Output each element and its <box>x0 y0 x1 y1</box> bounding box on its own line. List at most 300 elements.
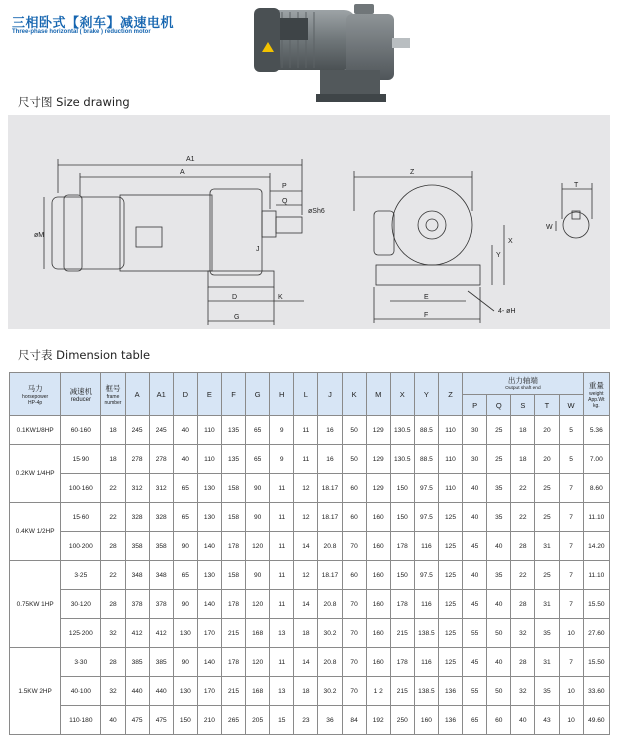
page-title: 三相卧式【刹车】减速电机 <box>12 15 175 30</box>
table-cell: 7 <box>559 561 583 590</box>
table-cell: 205 <box>246 706 270 735</box>
table-cell: 97.5 <box>414 503 438 532</box>
table-cell: 31 <box>535 648 559 677</box>
table-cell: 65 <box>173 474 197 503</box>
table-cell: 135 <box>221 416 245 445</box>
table-cell: 20.8 <box>318 590 342 619</box>
table-cell: 158 <box>221 474 245 503</box>
table-cell: 170 <box>197 677 221 706</box>
table-cell: 440 <box>149 677 173 706</box>
table-cell: 358 <box>149 532 173 561</box>
table-row <box>10 706 610 735</box>
table-cell: 31 <box>535 532 559 561</box>
table-cell: 32 <box>101 619 125 648</box>
table-cell: 20 <box>535 445 559 474</box>
table-cell: 8.60 <box>583 474 609 503</box>
table-cell: 22 <box>101 474 125 503</box>
table-cell: 40 <box>487 590 511 619</box>
table-cell: 45 <box>463 532 487 561</box>
table-cell: 245 <box>125 416 149 445</box>
dimension-table <box>9 372 610 735</box>
table-cell: 110 <box>438 416 462 445</box>
label-j: J <box>256 246 260 253</box>
page-subtitle: Three-phase horizontal ( brake ) reduction motor <box>12 29 151 35</box>
table-cell: 22 <box>511 474 535 503</box>
table-cell: 55 <box>463 677 487 706</box>
table-cell: 32 <box>511 619 535 648</box>
table-cell: 18 <box>511 416 535 445</box>
table-cell: 11.10 <box>583 561 609 590</box>
label-a: A <box>180 169 185 176</box>
table-cell: 90 <box>246 561 270 590</box>
table-cell: 70 <box>342 648 366 677</box>
table-cell: 18 <box>294 677 318 706</box>
table-cell: 20.8 <box>318 648 342 677</box>
hp-cell: 0.4KW 1/2HP <box>10 503 61 561</box>
table-cell: 7 <box>559 648 583 677</box>
table-cell: 129 <box>366 474 390 503</box>
table-cell: 49.60 <box>583 706 609 735</box>
table-cell: 160 <box>414 706 438 735</box>
table-cell: 11 <box>270 532 294 561</box>
table-cell: 32 <box>511 677 535 706</box>
table-row <box>10 648 610 677</box>
table-cell: 158 <box>221 503 245 532</box>
header-weight: 重量 weight App.Wt kg. <box>583 373 609 416</box>
table-cell: 15 <box>270 706 294 735</box>
hp-cell: 0.75KW 1HP <box>10 561 61 648</box>
table-cell: 440 <box>125 677 149 706</box>
table-cell: 28 <box>511 532 535 561</box>
label-z: Z <box>410 169 415 176</box>
table-cell: 60 <box>342 561 366 590</box>
table-cell: 215 <box>221 619 245 648</box>
table-cell: 5.36 <box>583 416 609 445</box>
header-shaft-dim: P <box>463 395 487 416</box>
table-cell: 348 <box>149 561 173 590</box>
label-s: øSh6 <box>308 208 325 215</box>
table-cell: 158 <box>221 561 245 590</box>
header-dim: G <box>246 373 270 416</box>
size-drawing-heading: 尺寸图 Size drawing <box>18 95 130 109</box>
table-cell: 129 <box>366 416 390 445</box>
table-cell: 18.17 <box>318 474 342 503</box>
table-cell: 14 <box>294 648 318 677</box>
table-row <box>10 677 610 706</box>
table-cell: 475 <box>125 706 149 735</box>
table-cell: 33.60 <box>583 677 609 706</box>
table-cell: 31 <box>535 590 559 619</box>
table-cell: 70 <box>342 677 366 706</box>
table-cell: 45 <box>463 648 487 677</box>
table-cell: 1 2 <box>366 677 390 706</box>
table-cell: 140 <box>197 590 221 619</box>
table-row <box>10 474 610 503</box>
table-cell: 50 <box>342 416 366 445</box>
table-cell: 412 <box>125 619 149 648</box>
table-row <box>10 561 610 590</box>
hp-cell: 0.2KW 1/4HP <box>10 445 61 503</box>
table-cell: 70 <box>342 619 366 648</box>
table-cell: 385 <box>149 648 173 677</box>
table-cell: 160 <box>366 648 390 677</box>
table-cell: 9 <box>270 445 294 474</box>
table-cell: 30∙120 <box>61 590 101 619</box>
table-cell: 35 <box>535 677 559 706</box>
table-cell: 7 <box>559 590 583 619</box>
table-cell: 35 <box>487 474 511 503</box>
header-shaft: 出力轴端 Output shaft end <box>463 373 584 395</box>
table-cell: 378 <box>125 590 149 619</box>
table-cell: 13 <box>270 619 294 648</box>
label-k: K <box>278 294 283 301</box>
table-cell: 25 <box>487 445 511 474</box>
table-cell: 32 <box>101 677 125 706</box>
table-cell: 215 <box>390 677 414 706</box>
table-cell: 25 <box>535 474 559 503</box>
table-cell: 11 <box>270 503 294 532</box>
label-m: øM <box>34 232 45 239</box>
table-cell: 150 <box>390 474 414 503</box>
table-cell: 18.17 <box>318 561 342 590</box>
header-reducer: 减速机 reducer <box>61 373 101 416</box>
table-cell: 14 <box>294 532 318 561</box>
table-cell: 18 <box>294 619 318 648</box>
header-dim: E <box>197 373 221 416</box>
table-cell: 168 <box>246 619 270 648</box>
table-cell: 130 <box>173 619 197 648</box>
table-cell: 215 <box>221 677 245 706</box>
table-cell: 40 <box>487 648 511 677</box>
header-dim: Y <box>414 373 438 416</box>
table-cell: 27.60 <box>583 619 609 648</box>
header-dim: A <box>125 373 149 416</box>
table-cell: 130 <box>197 503 221 532</box>
table-cell: 15∙90 <box>61 445 101 474</box>
header-shaft-dim: Q <box>487 395 511 416</box>
table-cell: 116 <box>414 648 438 677</box>
table-cell: 7 <box>559 532 583 561</box>
table-cell: 130 <box>197 561 221 590</box>
table-cell: 3∙25 <box>61 561 101 590</box>
table-cell: 28 <box>101 590 125 619</box>
table-cell: 65 <box>173 503 197 532</box>
table-cell: 120 <box>246 648 270 677</box>
table-cell: 23 <box>294 706 318 735</box>
table-cell: 11 <box>270 561 294 590</box>
table-cell: 50 <box>487 619 511 648</box>
table-cell: 28 <box>101 648 125 677</box>
table-cell: 45 <box>463 590 487 619</box>
table-cell: 18 <box>101 445 125 474</box>
table-cell: 245 <box>149 416 173 445</box>
table-cell: 178 <box>390 590 414 619</box>
label-t: T <box>574 182 579 189</box>
table-cell: 278 <box>125 445 149 474</box>
header-dim: J <box>318 373 342 416</box>
table-cell: 88.5 <box>414 416 438 445</box>
table-cell: 312 <box>125 474 149 503</box>
header-shaft-dim: T <box>535 395 559 416</box>
header-hp: 马力 horsepower HP-4p <box>10 373 61 416</box>
table-cell: 135 <box>221 445 245 474</box>
table-cell: 40∙100 <box>61 677 101 706</box>
table-cell: 18.17 <box>318 503 342 532</box>
table-cell: 125 <box>438 532 462 561</box>
table-cell: 10 <box>559 677 583 706</box>
table-cell: 178 <box>390 648 414 677</box>
header-shaft-dim: S <box>511 395 535 416</box>
table-cell: 65 <box>246 416 270 445</box>
table-cell: 15.50 <box>583 648 609 677</box>
table-cell: 40 <box>463 503 487 532</box>
table-cell: 60 <box>342 474 366 503</box>
table-cell: 60 <box>487 706 511 735</box>
table-cell: 90 <box>173 590 197 619</box>
table-cell: 90 <box>173 532 197 561</box>
table-cell: 136 <box>438 677 462 706</box>
table-cell: 265 <box>221 706 245 735</box>
table-cell: 178 <box>390 532 414 561</box>
table-cell: 13 <box>270 677 294 706</box>
header-dim: H <box>270 373 294 416</box>
table-cell: 70 <box>342 590 366 619</box>
table-cell: 90 <box>246 474 270 503</box>
label-q: Q <box>282 198 288 205</box>
table-cell: 14 <box>294 590 318 619</box>
table-cell: 130.5 <box>390 416 414 445</box>
table-cell: 150 <box>173 706 197 735</box>
size-drawing <box>8 115 610 329</box>
label-d: D <box>232 294 238 301</box>
table-cell: 40 <box>173 445 197 474</box>
table-cell: 97.5 <box>414 474 438 503</box>
table-cell: 88.5 <box>414 445 438 474</box>
table-cell: 40 <box>463 474 487 503</box>
table-cell: 15∙60 <box>61 503 101 532</box>
table-cell: 125 <box>438 590 462 619</box>
table-cell: 40 <box>173 416 197 445</box>
table-cell: 412 <box>149 619 173 648</box>
table-cell: 12 <box>294 561 318 590</box>
table-row <box>10 532 610 561</box>
label-w: W <box>546 224 553 231</box>
table-body <box>10 416 610 735</box>
table-cell: 25 <box>487 416 511 445</box>
table-cell: 25 <box>535 561 559 590</box>
table-cell: 7.00 <box>583 445 609 474</box>
table-cell: 100∙160 <box>61 474 101 503</box>
table-cell: 278 <box>149 445 173 474</box>
table-cell: 12 <box>294 474 318 503</box>
table-cell: 60 <box>342 503 366 532</box>
table-cell: 138.5 <box>414 677 438 706</box>
table-cell: 97.5 <box>414 561 438 590</box>
table-cell: 84 <box>342 706 366 735</box>
header-dim: K <box>342 373 366 416</box>
table-cell: 250 <box>390 706 414 735</box>
table-cell: 328 <box>149 503 173 532</box>
table-cell: 65 <box>173 561 197 590</box>
table-cell: 5 <box>559 445 583 474</box>
table-cell: 35 <box>535 619 559 648</box>
table-cell: 18 <box>101 416 125 445</box>
table-row <box>10 619 610 648</box>
table-cell: 12 <box>294 503 318 532</box>
table-cell: 15.50 <box>583 590 609 619</box>
table-cell: 28 <box>511 590 535 619</box>
table-cell: 328 <box>125 503 149 532</box>
table-cell: 125 <box>438 619 462 648</box>
table-cell: 60∙160 <box>61 416 101 445</box>
table-cell: 110 <box>197 445 221 474</box>
table-cell: 28 <box>511 648 535 677</box>
table-cell: 30.2 <box>318 619 342 648</box>
table-cell: 116 <box>414 590 438 619</box>
table-cell: 192 <box>366 706 390 735</box>
table-cell: 130.5 <box>390 445 414 474</box>
header-frame: 框号 frame number <box>101 373 125 416</box>
table-cell: 168 <box>246 677 270 706</box>
table-cell: 25 <box>535 503 559 532</box>
label-h: 4- øH <box>498 308 516 315</box>
table-cell: 9 <box>270 416 294 445</box>
header-dim: M <box>366 373 390 416</box>
table-cell: 36 <box>318 706 342 735</box>
table-cell: 100∙200 <box>61 532 101 561</box>
table-cell: 160 <box>366 619 390 648</box>
table-cell: 22 <box>101 561 125 590</box>
table-cell: 40 <box>101 706 125 735</box>
table-cell: 20.8 <box>318 532 342 561</box>
hp-cell: 0.1KW1/8HP <box>10 416 61 445</box>
table-cell: 3∙30 <box>61 648 101 677</box>
table-cell: 16 <box>318 416 342 445</box>
table-cell: 125 <box>438 561 462 590</box>
table-cell: 14.20 <box>583 532 609 561</box>
table-cell: 35 <box>487 561 511 590</box>
table-cell: 129 <box>366 445 390 474</box>
label-g: G <box>234 314 240 321</box>
table-cell: 170 <box>197 619 221 648</box>
table-cell: 125∙200 <box>61 619 101 648</box>
table-cell: 178 <box>221 532 245 561</box>
table-cell: 125 <box>438 503 462 532</box>
table-cell: 5 <box>559 416 583 445</box>
table-cell: 11 <box>270 590 294 619</box>
table-cell: 22 <box>511 503 535 532</box>
table-cell: 130 <box>173 677 197 706</box>
table-cell: 160 <box>366 532 390 561</box>
table-cell: 136 <box>438 706 462 735</box>
table-cell: 178 <box>221 648 245 677</box>
table-cell: 10 <box>559 706 583 735</box>
table-cell: 43 <box>535 706 559 735</box>
dimension-table-heading: 尺寸表 Dimension table <box>18 348 151 362</box>
table-cell: 22 <box>511 561 535 590</box>
table-cell: 40 <box>487 532 511 561</box>
label-e: E <box>424 294 429 301</box>
table-cell: 10 <box>559 619 583 648</box>
table-cell: 20 <box>535 416 559 445</box>
table-cell: 150 <box>390 561 414 590</box>
table-cell: 11 <box>294 416 318 445</box>
label-y: Y <box>496 252 501 259</box>
table-cell: 65 <box>463 706 487 735</box>
table-cell: 160 <box>366 561 390 590</box>
label-f: F <box>424 312 429 319</box>
table-cell: 30 <box>463 445 487 474</box>
table-cell: 90 <box>246 503 270 532</box>
table-cell: 110∙180 <box>61 706 101 735</box>
table-row <box>10 590 610 619</box>
table-cell: 28 <box>101 532 125 561</box>
table-cell: 7 <box>559 474 583 503</box>
table-cell: 475 <box>149 706 173 735</box>
header-dim: X <box>390 373 414 416</box>
table-row <box>10 445 610 474</box>
motor-photo <box>236 0 412 110</box>
table-cell: 11 <box>294 445 318 474</box>
table-cell: 55 <box>463 619 487 648</box>
table-cell: 385 <box>125 648 149 677</box>
table-cell: 110 <box>197 416 221 445</box>
table-cell: 358 <box>125 532 149 561</box>
table-cell: 65 <box>246 445 270 474</box>
table-cell: 150 <box>390 503 414 532</box>
table-cell: 110 <box>438 445 462 474</box>
table-cell: 210 <box>197 706 221 735</box>
table-cell: 50 <box>487 677 511 706</box>
table-cell: 215 <box>390 619 414 648</box>
table-cell: 116 <box>414 532 438 561</box>
label-x: X <box>508 238 513 245</box>
table-cell: 125 <box>438 648 462 677</box>
label-p: P <box>282 183 287 190</box>
table-cell: 50 <box>342 445 366 474</box>
table-cell: 138.5 <box>414 619 438 648</box>
hp-cell: 1.5KW 2HP <box>10 648 61 735</box>
header-dim: L <box>294 373 318 416</box>
header-dim: Z <box>438 373 462 416</box>
table-cell: 35 <box>487 503 511 532</box>
table-cell: 378 <box>149 590 173 619</box>
table-cell: 30 <box>463 416 487 445</box>
table-cell: 120 <box>246 532 270 561</box>
table-row <box>10 503 610 532</box>
table-row <box>10 416 610 445</box>
table-cell: 30.2 <box>318 677 342 706</box>
table-cell: 11 <box>270 648 294 677</box>
table-cell: 11.10 <box>583 503 609 532</box>
table-cell: 22 <box>101 503 125 532</box>
table-cell: 348 <box>125 561 149 590</box>
table-cell: 40 <box>511 706 535 735</box>
table-cell: 312 <box>149 474 173 503</box>
table-cell: 140 <box>197 648 221 677</box>
table-cell: 16 <box>318 445 342 474</box>
table-cell: 178 <box>221 590 245 619</box>
header-dim: D <box>173 373 197 416</box>
table-cell: 18 <box>511 445 535 474</box>
table-cell: 160 <box>366 503 390 532</box>
table-cell: 90 <box>173 648 197 677</box>
table-cell: 130 <box>197 474 221 503</box>
table-cell: 110 <box>438 474 462 503</box>
label-a1: A1 <box>186 156 195 163</box>
header-shaft-dim: W <box>559 395 583 416</box>
header-dim: A1 <box>149 373 173 416</box>
